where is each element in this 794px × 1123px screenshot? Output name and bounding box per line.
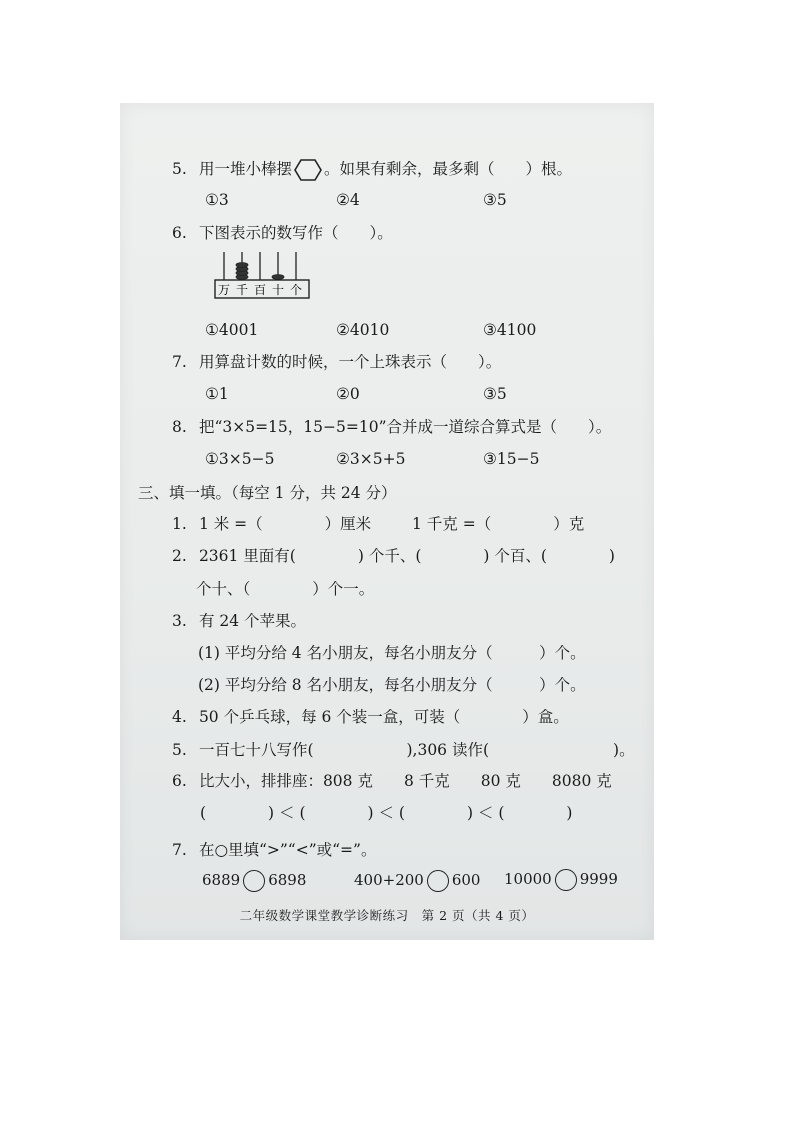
question-number: 8. xyxy=(172,418,187,436)
option-2: ②4 xyxy=(336,191,360,209)
abacus-figure xyxy=(214,248,310,300)
compare-left: 10000 xyxy=(504,870,552,888)
question-number: 6. xyxy=(172,772,187,790)
question-number: 5. xyxy=(172,741,187,759)
blank-circle[interactable] xyxy=(427,870,449,892)
abacus-label: 千 xyxy=(235,283,249,297)
fill-5 xyxy=(172,740,635,760)
compare-1 xyxy=(202,870,306,892)
question-8 xyxy=(172,417,611,437)
option-2: ②0 xyxy=(336,385,360,403)
option-3: ③4100 xyxy=(483,321,537,339)
option-1: ①3×5−5 xyxy=(205,450,275,468)
fill-6-line-2: ( ) ＜ ( ) ＜ ( ) ＜ ( ) xyxy=(200,804,573,822)
question-number: 5. xyxy=(172,160,187,178)
fill-6 xyxy=(172,771,612,791)
compare-left: 6889 xyxy=(202,871,241,889)
abacus-label: 万 xyxy=(217,283,231,297)
question-number: 6. xyxy=(172,224,187,242)
option-2: ②3×5+5 xyxy=(336,450,406,468)
question-text: 用算盘计数的时候，一个上珠表示（ ）。 xyxy=(198,353,502,371)
fill-2-line-2: 个十、（ ）个一。 xyxy=(196,580,375,598)
abacus-label: 个 xyxy=(289,283,303,297)
question-text: 用一堆小棒摆 xyxy=(198,160,292,178)
question-5 xyxy=(172,159,572,181)
option-1: ①4001 xyxy=(205,321,259,339)
question-number: 1. xyxy=(172,515,187,533)
compare-3 xyxy=(504,869,618,891)
blank-circle[interactable] xyxy=(243,870,265,892)
compare-right: 9999 xyxy=(579,870,618,888)
exam-page xyxy=(120,103,654,940)
fill-1-part-a: 1 米 =（ ）厘米 xyxy=(198,515,372,533)
fill-3 xyxy=(172,611,306,631)
fill-4-text: 50 个乒乓球，每 6 个装一盒，可装（ ）盒。 xyxy=(198,708,569,726)
fill-5-text: 一百七十八写作( ),306 读作( )。 xyxy=(198,741,635,759)
abacus-label: 百 xyxy=(253,283,267,297)
question-number: 4. xyxy=(172,708,187,726)
hexagon-icon xyxy=(294,159,322,181)
compare-right: 6898 xyxy=(268,871,307,889)
fill-4 xyxy=(172,707,569,727)
fill-2 xyxy=(172,546,615,566)
compare-left: 400+200 xyxy=(354,871,424,889)
fill-3-sub-1: (1) 平均分给 4 名小朋友，每名小朋友分（ ）个。 xyxy=(198,644,586,662)
fill-6-text: 比大小，排排座：808 克 8 千克 80 克 8080 克 xyxy=(198,772,612,790)
compare-2 xyxy=(354,870,480,892)
option-3: ③5 xyxy=(483,385,507,403)
option-2: ②4010 xyxy=(336,321,390,339)
compare-right: 600 xyxy=(451,871,481,889)
option-1: ①3 xyxy=(205,191,229,209)
fill-2-line-1: 2361 里面有( ) 个千、( ) 个百、( ) xyxy=(198,547,615,565)
option-3: ③5 xyxy=(483,191,507,209)
fill-7 xyxy=(172,840,376,860)
question-number: 7. xyxy=(172,353,187,371)
question-text: 把“3×5=15，15−5=10”合并成一道综合算式是（ ）。 xyxy=(198,418,612,436)
question-number: 7. xyxy=(172,841,187,859)
abacus-label: 十 xyxy=(271,283,285,297)
fill-7-text: 在○里填“>”“<”或“=”。 xyxy=(198,841,377,859)
question-6 xyxy=(172,223,393,243)
question-7 xyxy=(172,352,501,372)
blank-circle[interactable] xyxy=(555,869,577,891)
section-heading: 三、填一填。（每空 1 分，共 24 分） xyxy=(138,484,397,502)
option-3: ③15−5 xyxy=(483,450,540,468)
question-number: 3. xyxy=(172,612,187,630)
page-footer: 二年级数学课堂教学诊断练习 第 2 页（共 4 页） xyxy=(239,908,535,923)
question-text-tail: 。如果有剩余，最多剩（ ）根。 xyxy=(323,160,572,178)
question-text: 下图表示的数写作（ ）。 xyxy=(198,224,393,242)
question-number: 2. xyxy=(172,547,187,565)
fill-3-sub-2: (2) 平均分给 8 名小朋友，每名小朋友分（ ）个。 xyxy=(198,676,586,694)
fill-3-text: 有 24 个苹果。 xyxy=(198,612,307,630)
fill-1-part-b: 1 千克 =（ ）克 xyxy=(412,515,585,533)
option-1: ①1 xyxy=(205,385,229,403)
fill-1 xyxy=(172,514,371,534)
